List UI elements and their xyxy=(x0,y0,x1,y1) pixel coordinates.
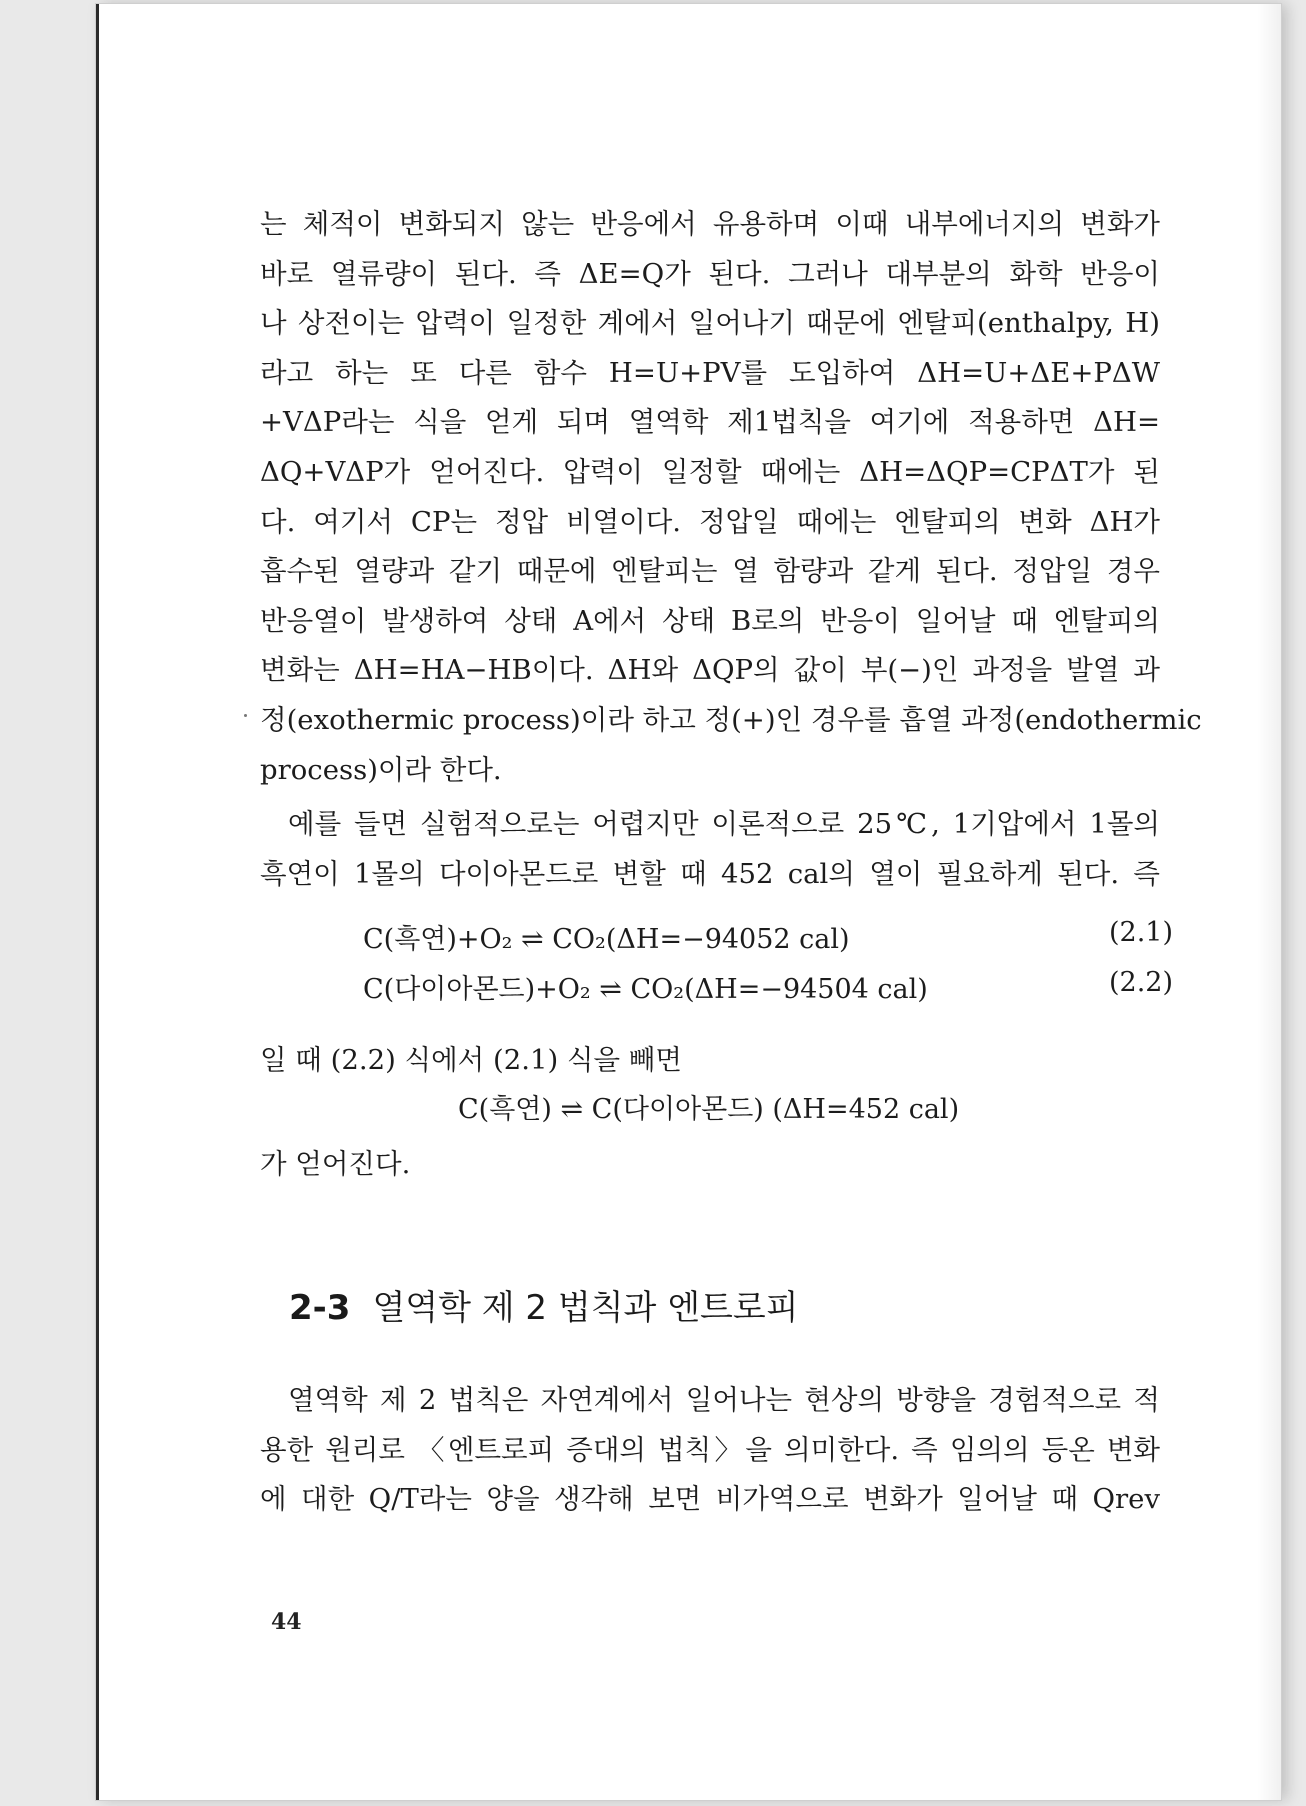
equation-conclusion: 가 얻어진다. xyxy=(260,1148,411,1180)
book-page xyxy=(96,4,1281,1800)
equation-number-2-2: (2.2) xyxy=(1109,967,1174,998)
equation-intro: 일 때 (2.2) 식에서 (2.1) 식을 빼면 xyxy=(260,1044,682,1076)
text-line: 반응열이 발생하여 상태 A에서 상태 B로의 반응이 일어날 때 엔탈피의 xyxy=(260,604,1160,637)
equation-2-2: C(다이아몬드)+O₂ ⇌ CO₂(ΔH=−94504 cal) xyxy=(363,974,928,1005)
paragraph-second-law xyxy=(260,1376,1160,1525)
derived-equation: C(흑연) ⇌ C(다이아몬드) (ΔH=452 cal) xyxy=(458,1094,960,1125)
equation-2-1: C(흑연)+O₂ ⇌ CO₂(ΔH=−94052 cal) xyxy=(363,924,850,955)
text-line: 정(exothermic process)이라 하고 정(+)인 경우를 흡열 과정(endothermic xyxy=(260,703,1202,736)
text-line: ΔQ+VΔP가 얻어진다. 압력이 일정할 때에는 ΔH=ΔQP=CPΔT가 된 xyxy=(260,455,1160,488)
text-line: process)이라 한다. xyxy=(260,753,502,786)
text-line: 바로 열류량이 된다. 즉 ΔE=Q가 된다. 그러나 대부분의 화학 반응이 xyxy=(260,257,1160,290)
text-line: 라고 하는 또 다른 함수 H=U+PV를 도입하여 ΔH=U+ΔE+PΔW xyxy=(260,356,1160,389)
text-line: 변화는 ΔH=HA−HB이다. ΔH와 ΔQP의 값이 부(−)인 과정을 발열 과 xyxy=(260,654,1160,687)
section-number: 2-3 xyxy=(289,1288,351,1328)
text-line: 나 상전이는 압력이 일정한 계에서 일어나기 때문에 엔탈피(enthalpy, H) xyxy=(260,307,1160,340)
equation-number-2-1: (2.1) xyxy=(1109,917,1174,948)
text-line: +VΔP라는 식을 얻게 되며 열역학 제1법칙을 여기에 적용하면 ΔH= xyxy=(260,406,1160,439)
text-line: 열역학 제 2 법칙은 자연계에서 일어나는 현상의 방향을 경험적으로 적 xyxy=(288,1384,1160,1416)
page-number: 44 xyxy=(271,1609,302,1635)
paragraph-enthalpy xyxy=(260,200,1202,795)
text-line: 예를 들면 실험적으로는 어렵지만 이론적으로 25℃, 1기압에서 1몰의 xyxy=(288,808,1160,840)
margin-mark xyxy=(244,714,247,717)
text-line: 는 체적이 변화되지 않는 반응에서 유용하며 이때 내부에너지의 변화가 xyxy=(260,208,1160,240)
text-line: 흑연이 1몰의 다이아몬드로 변할 때 452 cal의 열이 필요하게 된다. 즉 xyxy=(260,857,1160,890)
section-title: 열역학 제 2 법칙과 엔트로피 xyxy=(372,1288,799,1328)
text-line: 흡수된 열량과 같기 때문에 엔탈피는 열 함량과 같게 된다. 정압일 경우 xyxy=(260,555,1160,588)
section-heading xyxy=(289,1280,799,1329)
text-line: 에 대한 Q/T라는 양을 생각해 보면 비가역으로 변화가 일어날 때 Qrev xyxy=(260,1483,1160,1516)
text-line: 용한 원리로 〈엔트로피 증대의 법칙〉을 의미한다. 즉 임의의 등온 변화 xyxy=(260,1433,1160,1466)
text-line: 다. 여기서 CP는 정압 비열이다. 정압일 때에는 엔탈피의 변화 ΔH가 xyxy=(260,505,1160,538)
paragraph-example xyxy=(260,800,1160,899)
